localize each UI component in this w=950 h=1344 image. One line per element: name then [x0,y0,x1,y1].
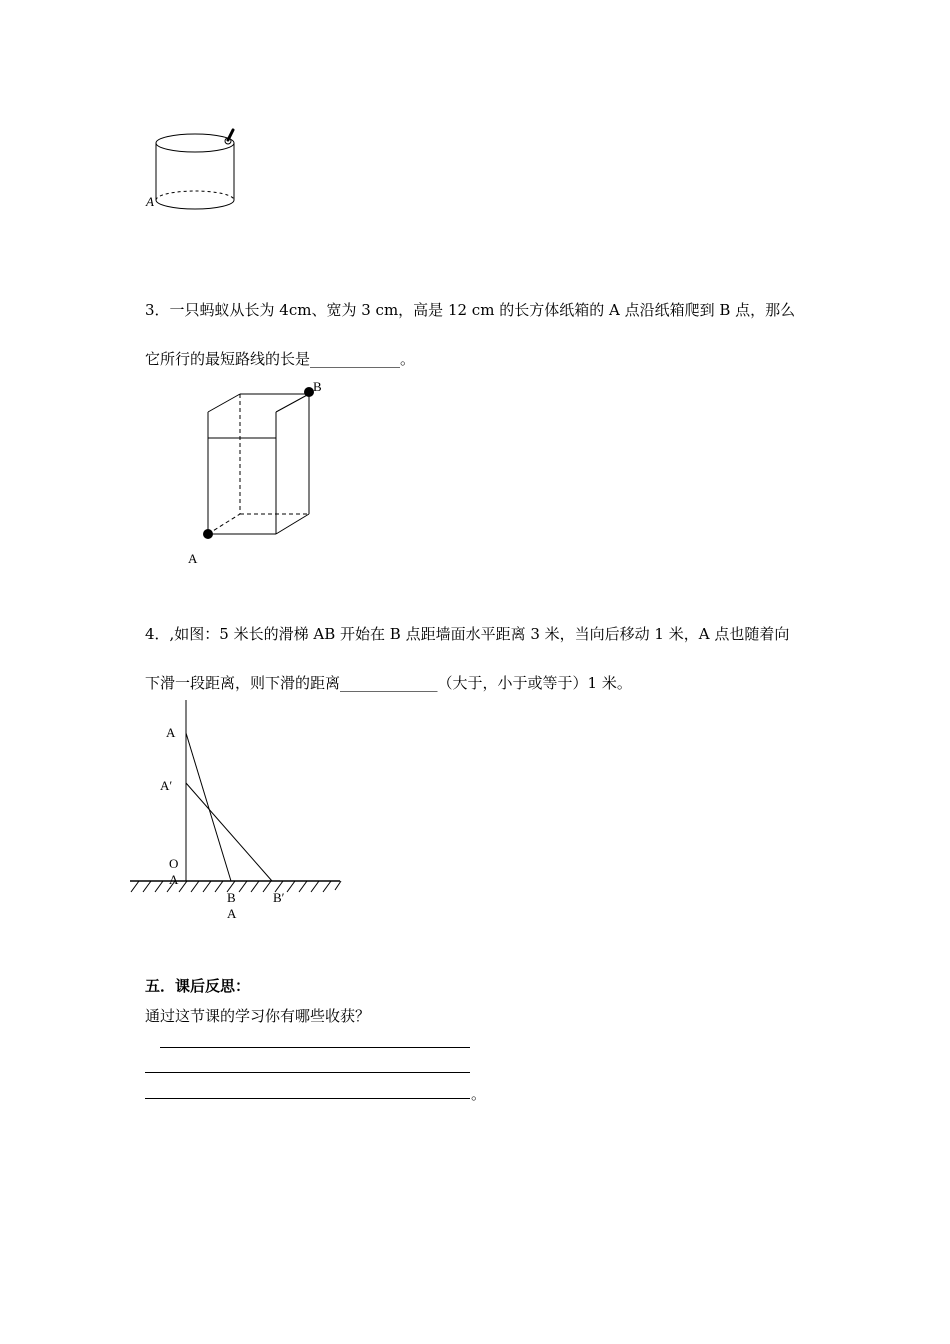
answer-end-mark: 。 [471,1085,487,1103]
ladder-label-a-ground: A [169,872,179,887]
box-label-b: B [313,379,322,394]
answer-line-2[interactable] [145,1072,470,1073]
cylinder-bottom-back-dashed [156,191,234,200]
section5-heading: 五．课后反思： [145,977,251,995]
ladder-label-a-prime: A′ [160,778,173,793]
question3-line2: 它所行的最短路线的长是____________。 [145,350,416,368]
ladder-label-a-under: A [227,906,237,921]
ladder-figure [125,695,350,925]
box-hidden-bottom-left [208,514,240,534]
question4-line2: 下滑一段距离，则下滑的距离_____________（大于，小于或等于）1 米。 [145,674,632,692]
cylinder-label-a: A [146,194,154,209]
ladder-label-a: A [166,725,176,740]
ladder-label-o: O [169,856,179,871]
cylinder-figure [140,125,250,215]
cylinder-bottom-front [156,200,234,209]
box-front-top [208,394,240,412]
box-top-right [276,394,309,412]
box-point-a [203,529,213,539]
box-figure [180,378,340,573]
answer-line-1[interactable] [160,1047,470,1048]
cylinder-top-ellipse [156,134,234,152]
ladder-a-prime-b-prime [186,783,272,881]
question3-line1: 3．一只蚂蚁从长为 4cm、宽为 3 cm，高是 12 cm 的长方体纸箱的 A 点沿纸箱爬到 B 点，那么 [145,301,796,319]
question4-line1: 4．,如图：5 米长的滑梯 AB 开始在 B 点距墙面水平距离 3 米，当向后移动 1 米，A 点也随着向 [145,625,790,643]
answer-line-3[interactable] [145,1098,470,1099]
ant-icon [228,130,233,140]
box-right-bottom [276,514,309,534]
section5-prompt: 通过这节课的学习你有哪些收获？ [145,1007,371,1025]
ground-hatching [131,881,341,892]
box-label-a: A [188,551,198,566]
ladder-label-b: B [227,890,236,905]
ladder-label-b-prime: B′ [273,890,285,905]
ladder-ab [186,733,231,881]
